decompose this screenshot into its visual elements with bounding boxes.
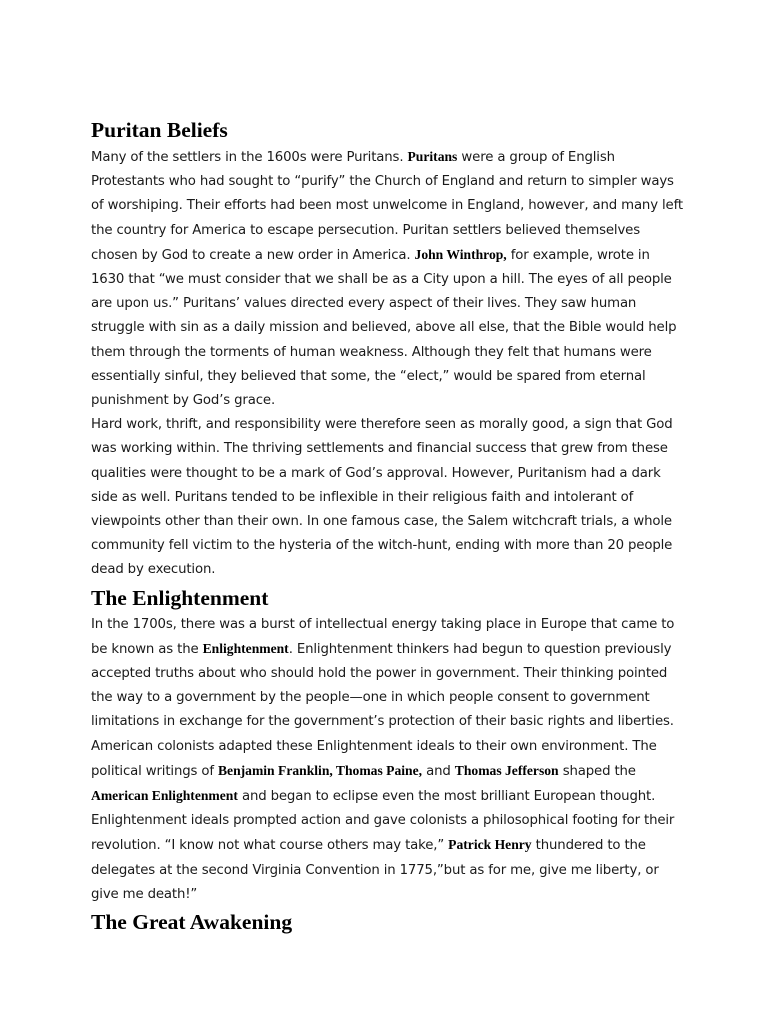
paragraph-puritan-2: Hard work, thrift, and responsibility were therefore seen as morally good, a sign that God was working within. The thriving settlements and financial success that grew from these qualities were thought to be a mark of God’s approval. However, Puritanism had a dark side as well. Puritans tended to be inflexible in their religious faith and intolerant of viewpoints other than their own. In one famous case, the Salem witchcraft trials, a whole community fell victim to the hysteria of the witch-hunt, ending with more than 20 people dead by execution. — [91, 417, 673, 578]
text-run: shaped the — [558, 763, 636, 779]
section-heading-puritan-beliefs: Puritan Beliefs — [91, 118, 228, 142]
key-term-american-enlightenment: American Enlightenment — [91, 788, 238, 804]
document-body — [91, 113, 686, 937]
key-term-enlightenment: Enlightenment — [202, 640, 289, 656]
text-run: thundered to the delegates at the second Virginia Convention in 1775,”but as for me, give me liberty, or give me death!” — [91, 838, 659, 902]
key-term-patrick-henry: Patrick Henry — [448, 837, 532, 853]
key-term-john-winthrop: John Winthrop, — [414, 246, 507, 262]
text-run: for example, wrote in 1630 that “we must consider that we shall be as a City upon a hill. The eyes of all people are upon us.” Puritans’ values directed every aspect of their lives. They saw human struggle with sin as a daily mission and believed, above all else, that the Bible would help them through the torments of human weakness. Although they felt that humans were essentially sinful, they believed that some, the “elect,” would be spared from eternal punishment by God’s grace. — [91, 247, 677, 409]
paragraph-puritan-1 — [91, 145, 686, 413]
section-heading-enlightenment: The Enlightenment — [91, 585, 269, 610]
paragraph-enlightenment-1 — [91, 613, 686, 907]
text-run: and — [422, 763, 455, 779]
text-run: . Enlightenment thinkers had begun to question previously accepted truths about who should hold the power in government. Their thinking pointed the way to a government by the people—one in which people consent to government limitations in exchange for the government’s protection of their basic rights and liberties. American colonists adapted these Enlightenment ideals to their own environment. The political writings of — [91, 641, 674, 779]
text-run: Many of the settlers in the 1600s were Puritans. — [91, 150, 408, 165]
key-term-puritans: Puritans — [407, 149, 458, 164]
section-heading-great-awakening: The Great Awakening — [91, 910, 293, 935]
key-term-thomas-jefferson: Thomas Jefferson — [454, 762, 559, 778]
text-run: and began to eclipse even the most brilliant European thought. Enlightenment ideals prompted action and gave colonists a philosophical footing for their revolution. “I know not what course others may take,” — [91, 789, 675, 854]
text-run: were a group of English Protestants who had sought to “purify” the Church of England and return to simpler ways of worshiping. Their efforts had been most unwelcome in England, however, and many left the country for America to escape persecution. Puritan settlers believed themselves chosen by God to create a new order in America. — [91, 150, 683, 263]
text-run: In the 1700s, there was a burst of intellectual energy taking place in Europe that came to be known as the — [91, 616, 675, 657]
key-term-franklin-paine: Benjamin Franklin, Thomas Paine, — [217, 762, 423, 778]
